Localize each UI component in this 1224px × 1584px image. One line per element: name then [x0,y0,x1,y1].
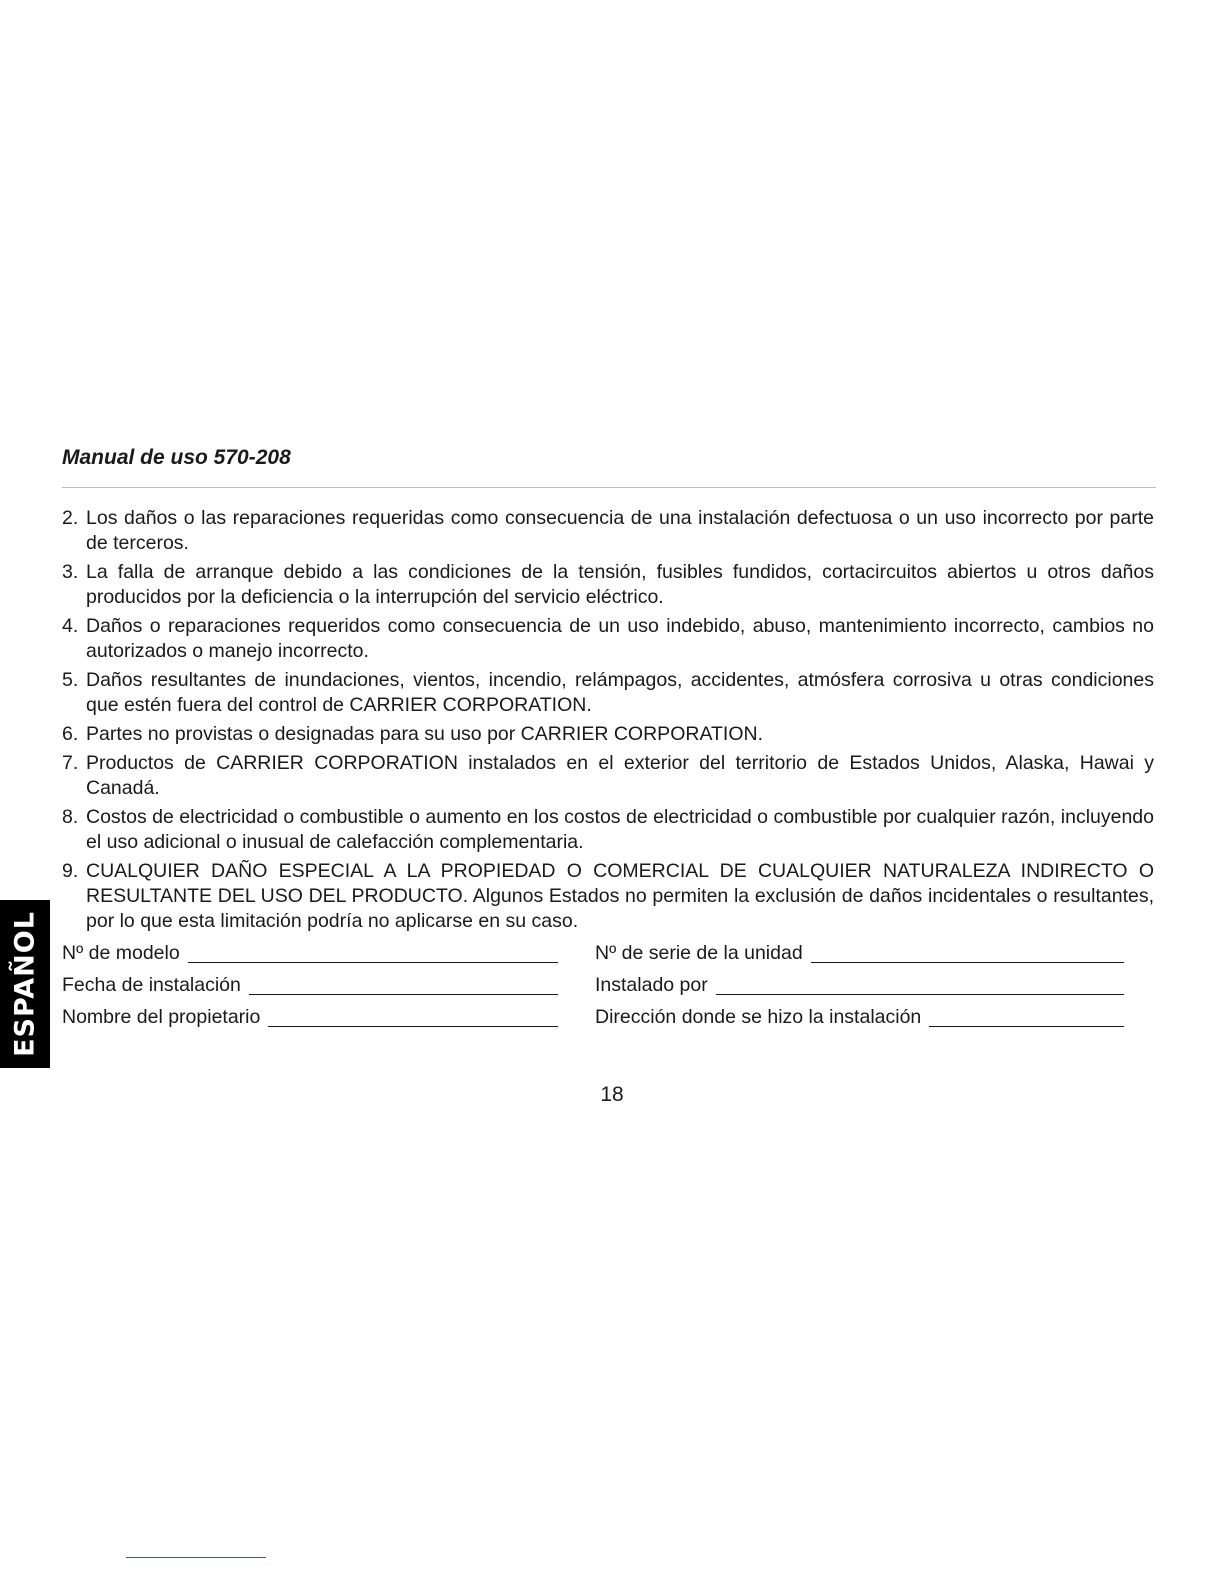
bottom-divider [126,1557,266,1558]
list-item-text: CUALQUIER DAÑO ESPECIAL A LA PROPIEDAD O COMERCIAL DE CUALQUIER NATURALEZA INDIRECTO O RESULTANTE DEL USO DEL PRODUCTO. Algunos Estados no permiten la exclusión de daños incidentales o resultantes, por lo que esta limitación podría no aplicarse en su caso. [86,860,1154,932]
exclusions-list [62,506,1154,938]
page-title: Manual de uso 570-208 [62,446,291,469]
serial-number-label: Nº de serie de la unidad [595,942,803,964]
owner-name-label: Nombre del propietario [62,1006,261,1028]
list-item-number: 4. [62,615,79,637]
form-row [62,942,1156,974]
list-item-text: Daños o reparaciones requeridos como consecuencia de un uso indebido, abuso, mantenimiento incorrecto, cambios no autorizados o manejo incorrecto. [86,615,1154,662]
list-item-number: 9. [62,860,79,882]
language-tab-label: ESPAÑOL [9,911,41,1057]
list-item-number: 2. [62,507,79,529]
language-side-tab [0,900,50,1068]
list-item-text: La falla de arranque debido a las condiciones de la tensión, fusibles fundidos, cortacircuitos abiertos u otros daños producidos por la deficiencia o la interrupción del servicio eléctrico. [86,561,1154,608]
list-item-number: 3. [62,561,79,583]
install-date-label: Fecha de instalación [62,974,241,996]
installed-by-line[interactable] [716,974,1124,995]
list-item [62,668,1154,718]
list-item-text: Partes no provistas o designadas para su uso por CARRIER CORPORATION. [86,723,763,745]
list-item-text: Los daños o las reparaciones requeridas como consecuencia de una instalación defectuosa o un uso incorrecto por parte de terceros. [86,507,1154,554]
installed-by-field[interactable] [595,974,1124,997]
list-item [62,722,1154,747]
list-item [62,614,1154,664]
list-item-text: Productos de CARRIER CORPORATION instalados en el exterior del territorio de Estados Unidos, Alaska, Hawai y Canadá. [86,752,1154,799]
list-item [62,560,1154,610]
list-item [62,805,1154,855]
list-item-number: 6. [62,723,79,745]
list-item-number: 7. [62,752,79,774]
list-item [62,751,1154,801]
list-item-number: 8. [62,806,79,828]
install-date-line[interactable] [249,974,558,995]
install-address-field[interactable] [595,1006,1124,1029]
model-number-line[interactable] [188,942,558,963]
registration-form [62,942,1156,1038]
list-item-text: Daños resultantes de inundaciones, vientos, incendio, relámpagos, accidentes, atmósfera corrosiva u otras condiciones que estén fuera del control de CARRIER CORPORATION. [86,669,1154,716]
page-number: 18 [600,1083,624,1106]
install-address-label: Dirección donde se hizo la instalación [595,1006,922,1028]
install-date-field[interactable] [62,974,558,997]
serial-number-field[interactable] [595,942,1124,965]
model-number-field[interactable] [62,942,558,965]
list-item-number: 5. [62,669,79,691]
header-divider [62,487,1156,488]
owner-name-field[interactable] [62,1006,558,1029]
form-row [62,1006,1156,1038]
form-row [62,974,1156,1006]
model-number-label: Nº de modelo [62,942,180,964]
list-item [62,506,1154,556]
installed-by-label: Instalado por [595,974,708,996]
owner-name-line[interactable] [268,1006,558,1027]
list-item [62,859,1154,934]
install-address-line[interactable] [929,1006,1124,1027]
list-item-text: Costos de electricidad o combustible o aumento en los costos de electricidad o combustible por cualquier razón, incluyendo el uso adicional o inusual de calefacción complementaria. [86,806,1154,853]
serial-number-line[interactable] [811,942,1124,963]
